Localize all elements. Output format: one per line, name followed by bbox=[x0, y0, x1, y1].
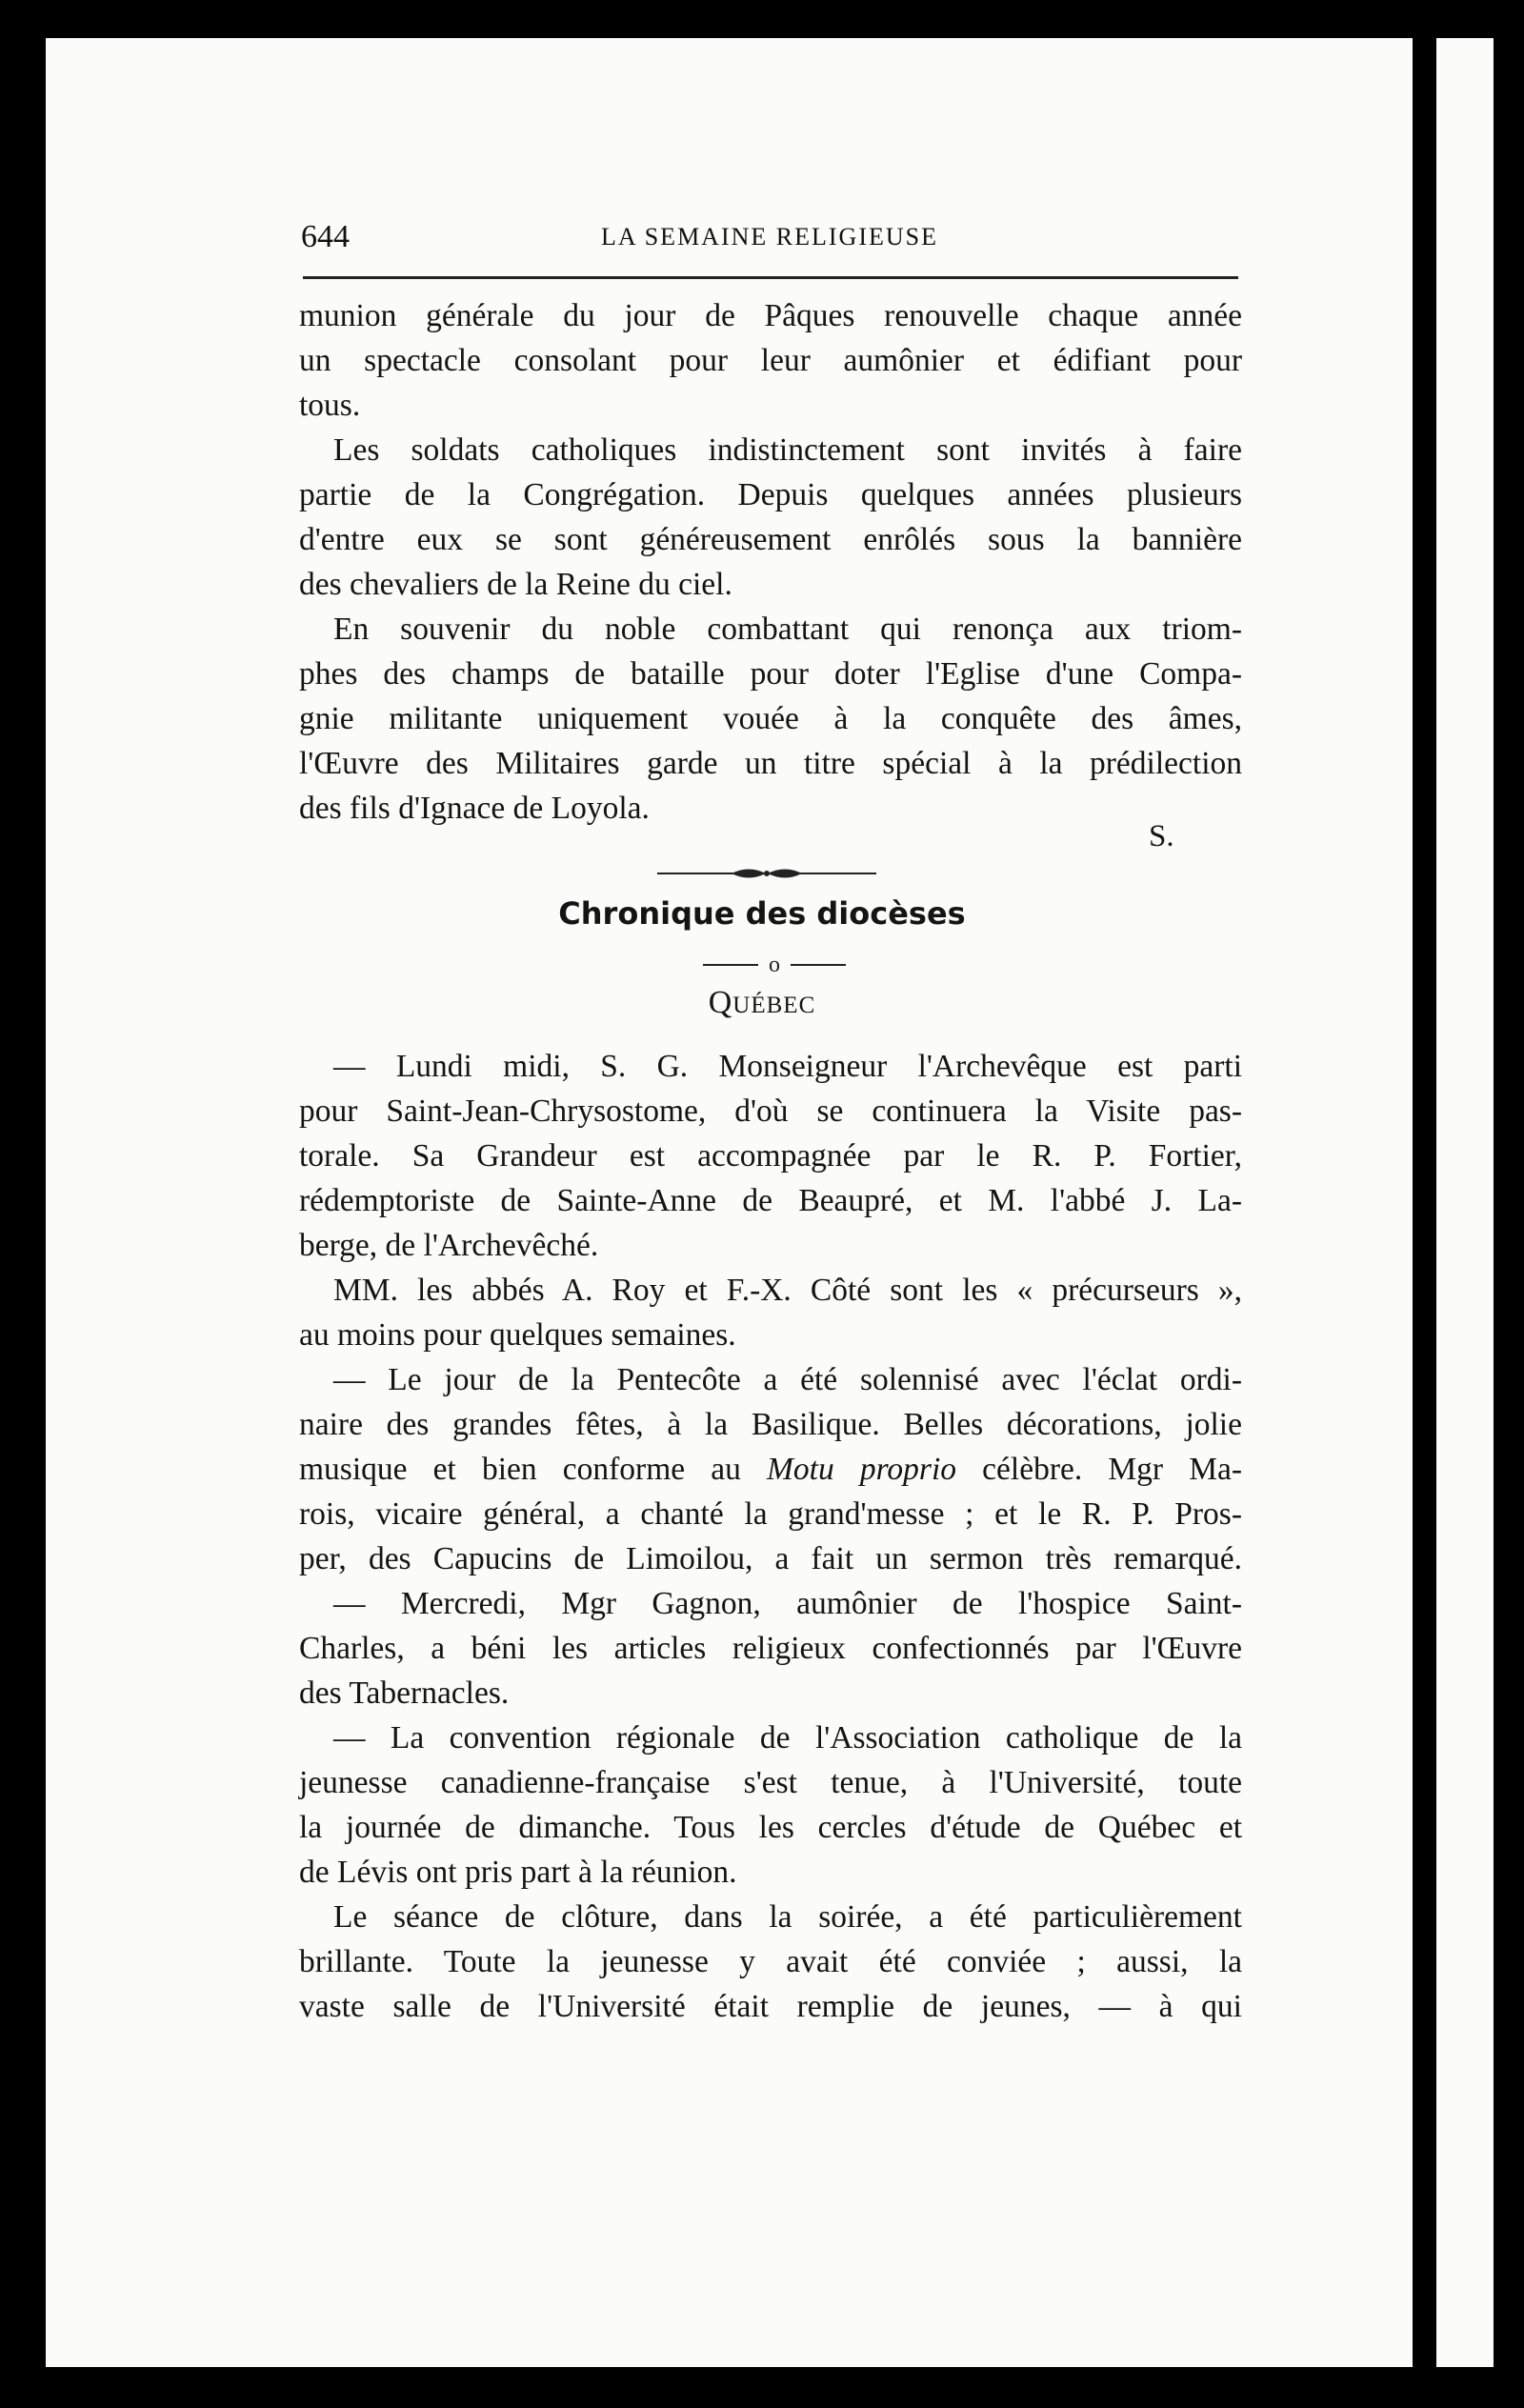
text-line: phes des champs de bataille pour doter l'Eglise d'une Compa- bbox=[299, 656, 1242, 692]
text-line: de Lévis ont pris part à la réunion. bbox=[299, 1855, 737, 1890]
text-line: partie de la Congrégation. Depuis quelques années plusieurs bbox=[299, 477, 1242, 512]
circle-divider bbox=[703, 951, 846, 979]
running-header bbox=[301, 219, 1238, 265]
text-line: tous. bbox=[299, 388, 361, 423]
text-line: Le séance de clôture, dans la soirée, a été particulièrement bbox=[333, 1899, 1242, 1935]
ornament-divider bbox=[657, 864, 876, 883]
text-line: pour Saint-Jean-Chrysostome, d'où se continuera la Visite pas- bbox=[299, 1094, 1242, 1129]
text-line: naire des grandes fêtes, à la Basilique. Belles décorations, jolie bbox=[299, 1407, 1242, 1442]
text-block-chronicle bbox=[299, 1044, 1242, 2029]
place-heading bbox=[0, 985, 1524, 1021]
text-line: berge, de l'Archevêché. bbox=[299, 1228, 599, 1263]
header-rule bbox=[303, 276, 1238, 279]
text-line: — Le jour de la Pentecôte a été solennisé avec l'éclat ordi- bbox=[333, 1362, 1242, 1397]
text-line: brillante. Toute la jeunesse y avait été conviée ; aussi, la bbox=[299, 1944, 1242, 1979]
divider-glyph: o bbox=[769, 953, 780, 977]
text-line: des chevaliers de la Reine du ciel. bbox=[299, 567, 732, 602]
adjacent-page-edge bbox=[1436, 38, 1494, 2367]
text-line: munion générale du jour de Pâques renouvelle chaque année bbox=[299, 298, 1242, 333]
text-line: la journée de dimanche. Tous les cercles d'étude de Québec et bbox=[299, 1810, 1242, 1845]
text-line: jeunesse canadienne-française s'est tenue, à l'Université, toute bbox=[299, 1765, 1242, 1800]
text-line-mixed bbox=[299, 1447, 1242, 1492]
text-line: En souvenir du noble combattant qui renonça aux triom- bbox=[333, 612, 1242, 647]
text-line: des fils d'Ignace de Loyola. bbox=[299, 791, 650, 826]
place-initial: Q bbox=[708, 985, 733, 1020]
signature: S. bbox=[1149, 819, 1174, 853]
text-line: vaste salle de l'Université était remplie de jeunes, — à qui bbox=[299, 1989, 1242, 2024]
section-title: Chronique des diocèses bbox=[558, 895, 966, 932]
italic-title: Motu proprio bbox=[767, 1452, 957, 1487]
text-block-congregation bbox=[299, 293, 1242, 831]
text-line: au moins pour quelques semaines. bbox=[299, 1317, 736, 1353]
text-line: rois, vicaire général, a chanté la grand'messe ; et le R. P. Pros- bbox=[299, 1496, 1242, 1532]
text-line: d'entre eux se sont généreusement enrôlés sous la bannière bbox=[299, 522, 1242, 557]
text-line: torale. Sa Grandeur est accompagnée par le R. P. Fortier, bbox=[299, 1138, 1242, 1174]
place-rest: UÉBEC bbox=[732, 993, 816, 1018]
page-number: 644 bbox=[301, 219, 350, 254]
text-line: gnie militante uniquement vouée à la conquête des âmes, bbox=[299, 701, 1242, 736]
text-line: l'Œuvre des Militaires garde un titre spécial à la prédilection bbox=[299, 746, 1242, 781]
text-line: un spectacle consolant pour leur aumônier et édifiant pour bbox=[299, 343, 1242, 378]
text-line: Charles, a béni les articles religieux confectionnés par l'Œuvre bbox=[299, 1631, 1242, 1666]
running-title: LA SEMAINE RELIGIEUSE bbox=[601, 223, 938, 251]
text-line: — La convention régionale de l'Association catholique de la bbox=[333, 1720, 1242, 1756]
text-line: des Tabernacles. bbox=[299, 1676, 510, 1711]
text-line: rédemptoriste de Sainte-Anne de Beaupré, et M. l'abbé J. La- bbox=[299, 1183, 1242, 1218]
text-run: musique et bien conforme au bbox=[299, 1452, 768, 1487]
text-line: per, des Capucins de Limoilou, a fait un sermon très remarqué. bbox=[299, 1541, 1242, 1576]
text-line: — Lundi midi, S. G. Monseigneur l'Archevêque est parti bbox=[333, 1049, 1242, 1084]
text-line: — Mercredi, Mgr Gagnon, aumônier de l'hospice Saint- bbox=[333, 1586, 1242, 1621]
text-line: MM. les abbés A. Roy et F.-X. Côté sont les « précurseurs », bbox=[333, 1273, 1242, 1308]
text-line: Les soldats catholiques indistinctement sont invités à faire bbox=[333, 432, 1242, 468]
text-run: célèbre. Mgr Ma- bbox=[956, 1452, 1243, 1487]
